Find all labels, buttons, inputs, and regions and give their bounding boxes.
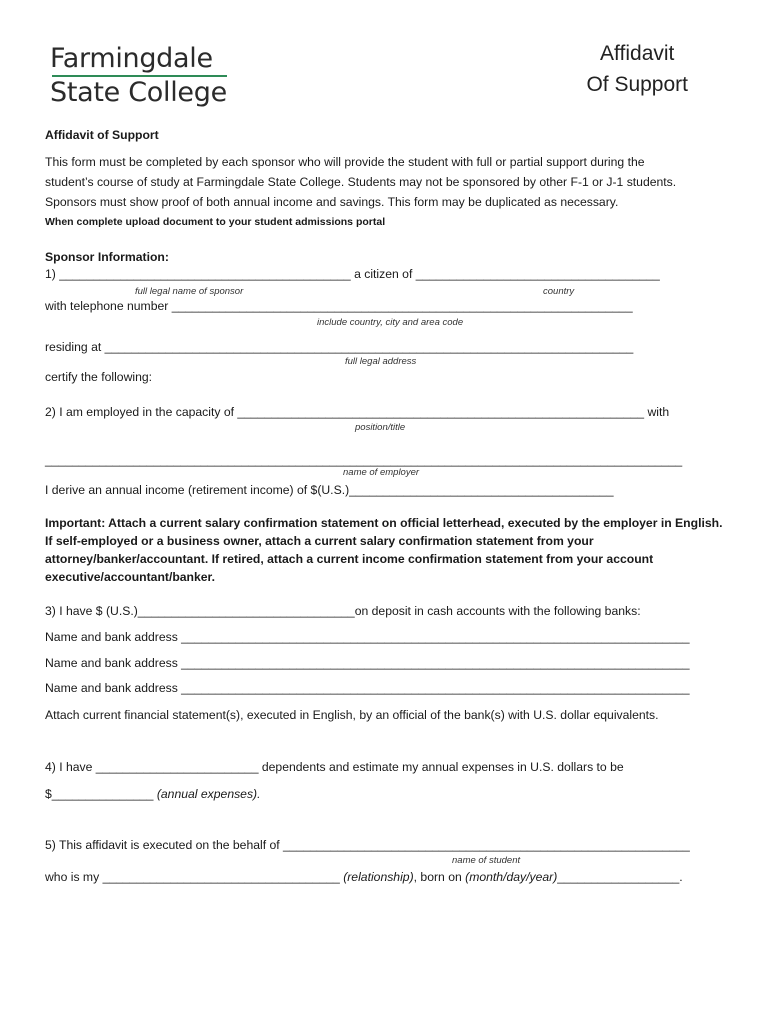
birthdate-blank: __________________. xyxy=(557,870,683,884)
title-line-1: Affidavit xyxy=(600,42,675,65)
relationship-blank: who is my ___________________________________ xyxy=(45,870,344,884)
college-logo xyxy=(50,44,227,108)
telephone-line[interactable]: with telephone number ____________________________________________________________________ xyxy=(45,299,633,313)
important-line-2: If self-employed or a business owner, attach a current salary confirmation statement from your xyxy=(45,534,594,548)
logo-line-2: State College xyxy=(50,77,227,108)
caption-sponsor-name: full legal name of sponsor xyxy=(135,286,244,297)
behalf-line[interactable]: 5) This affidavit is executed on the behalf of ____________________________________________________________ xyxy=(45,838,690,852)
bank-address-line-3[interactable]: Name and bank address ___________________________________________________________________________ xyxy=(45,681,690,695)
caption-country: country xyxy=(543,286,575,297)
document-title xyxy=(586,38,688,100)
dependents-line[interactable]: 4) I have ________________________ dependents and estimate my annual expenses in U.S. dollars to be xyxy=(45,760,624,774)
annual-income-line[interactable]: I derive an annual income (retirement income) of $(U.S.)_______________________________________ xyxy=(45,483,614,497)
financial-statement-note: Attach current financial statement(s), executed in English, by an official of the bank(s) with U.S. dollar equivalents. xyxy=(45,708,659,722)
caption-student: name of student xyxy=(452,855,521,866)
deposit-line[interactable]: 3) I have $ (U.S.)________________________________on deposit in cash accounts with the following banks: xyxy=(45,604,641,618)
upload-note: When complete upload document to your student admissions portal xyxy=(45,216,386,228)
employment-line[interactable]: 2) I am employed in the capacity of ____________________________________________________________ with xyxy=(45,405,670,419)
birthdate-label: (month/day/year) xyxy=(465,870,558,884)
born-on-text: , born on xyxy=(413,870,466,884)
sponsor-heading: Sponsor Information: xyxy=(45,250,169,264)
annual-expenses-line[interactable] xyxy=(45,787,261,801)
annual-expenses-label: (annual expenses). xyxy=(156,787,261,801)
employer-line[interactable]: ______________________________________________________________________________________________ xyxy=(45,453,683,467)
bank-address-line-1[interactable]: Name and bank address ___________________________________________________________________________ xyxy=(45,630,690,644)
important-line-1: Important: Attach a current salary confirmation statement on official letterhead, executed by the employer in English. xyxy=(45,516,723,530)
intro-line-1: This form must be completed by each sponsor who will provide the student with full or partial support during the xyxy=(45,155,645,169)
intro-line-3: Sponsors must show proof of both annual income and savings. This form may be duplicated as necessary. xyxy=(45,195,619,209)
caption-employer: name of employer xyxy=(343,467,420,478)
important-line-3: attorney/banker/accountant. If retired, attach a current income confirmation statement from your account xyxy=(45,552,654,566)
annual-expenses-blank: $_______________ xyxy=(45,787,157,801)
caption-position: position/title xyxy=(355,422,406,433)
logo-line-1: Farmingdale xyxy=(50,43,213,74)
important-line-4: executive/accountant/banker. xyxy=(45,570,216,584)
caption-phone: include country, city and area code xyxy=(317,317,464,328)
certify-text: certify the following: xyxy=(45,370,153,384)
relationship-label: (relationship) xyxy=(343,870,414,884)
residing-line[interactable]: residing at ______________________________________________________________________________ xyxy=(45,340,634,354)
title-line-2: Of Support xyxy=(586,73,688,96)
sponsor-name-citizen-line[interactable]: 1) ___________________________________________ a citizen of ____________________________________ xyxy=(45,267,660,281)
intro-line-2: student’s course of study at Farmingdale State College. Students may not be sponsored by other F-1 or J-1 students. xyxy=(45,175,677,189)
form-heading: Affidavit of Support xyxy=(45,128,159,142)
bank-address-line-2[interactable]: Name and bank address ___________________________________________________________________________ xyxy=(45,656,690,670)
relationship-line[interactable] xyxy=(45,870,683,884)
caption-address: full legal address xyxy=(345,356,417,367)
